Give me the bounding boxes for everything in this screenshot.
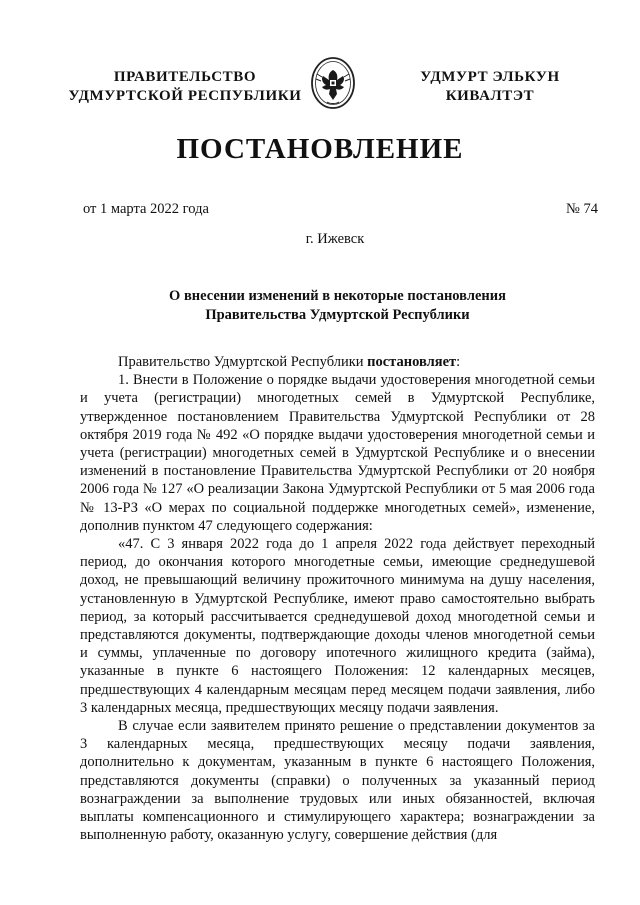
subject-line1: О внесении изменений в некоторые постановления: [169, 288, 506, 304]
header-udmurt: [400, 68, 580, 106]
intro-lead: Правительство Удмуртской Республики: [118, 354, 368, 370]
document-title: ПОСТАНОВЛЕНИЕ: [176, 133, 464, 165]
header-left-line2: УДМУРТСКОЙ РЕСПУБЛИКИ: [68, 88, 302, 104]
document-date: от 1 марта 2022 года: [83, 201, 209, 217]
document-body: [80, 353, 595, 844]
document-subject: [80, 287, 595, 325]
intro-tail: :: [456, 354, 461, 370]
header-russian: [60, 68, 310, 106]
intro-paragraph: [80, 353, 595, 371]
header-right-line1: УДМУРТ ЭЛЬКУН: [420, 69, 560, 85]
coat-of-arms-icon: [309, 56, 357, 110]
paragraph-1: 1. Внести в Положение о порядке выдачи удостоверения многодетной семьи и учета (регистрации) многодетных семей в Удмуртской Республике, утвержденное постановлением Правительства Удмуртской Республики от 28 октября 2019 года № 492 «О порядке выдачи удостоверения многодетной семьи и учета (регистрации) многодетных семей в Удмуртской Республике и о внесении изменений в постановление Правительства Удмуртской Республики от 20 ноября 2006 года № 127 «О реализации Закона Удмуртской Республики от 5 мая 2006 года № 13-РЗ «О мерах по социальной поддержке многодетных семей», изменение, дополнив пунктом 47 следующего содержания:: [80, 372, 595, 534]
subject-line2: Правительства Удмуртской Республики: [205, 307, 470, 323]
paragraph-3: В случае если заявителем принято решение о представлении документов за 3 календарных месяца, предшествующих месяцу подачи заявления, дополнительно к документам, указанным в пункте 6 настоящего Положения, представляются документы (справки) о полученных за указанный период вознаграждении за выполнение трудовых или иных обязанностей, включая выплаты компенсационного и стимулирующего характера; вознаграждении за выполненную работу, оказанную услугу, совершение действия (для: [80, 718, 595, 844]
intro-bold: постановляет: [367, 354, 457, 370]
paragraph-2: «47. С 3 января 2022 года до 1 апреля 2022 года действует переходный период, до окончания которого многодетные семьи, имеющие среднедушевой доход, не превышающий величину прожиточного минимума на душу населения, установленную в Удмуртской Республике, имеют право самостоятельно выбрать период, за который рассчитывается среднедушевой доход многодетной семьи и представляются документы, подтверждающие доходы членов многодетной семьи и суммы, уплаченные по договору ипотечного жилищного кредита (займа), указанные в пункте 6 настоящего Положения: 12 календарных месяцев, предшествующих 4 календарным месяцам перед месяцем подачи заявления, либо 3 календарных месяца, предшествующих месяцу подачи заявления.: [80, 536, 595, 716]
document-number: № 74: [566, 201, 598, 217]
header-right-line2: КИВАЛТЭТ: [445, 88, 535, 104]
document-city: г. Ижевск: [305, 231, 365, 247]
coat-of-arms-svg: [309, 56, 357, 110]
header-left-line1: ПРАВИТЕЛЬСТВО: [113, 69, 257, 85]
